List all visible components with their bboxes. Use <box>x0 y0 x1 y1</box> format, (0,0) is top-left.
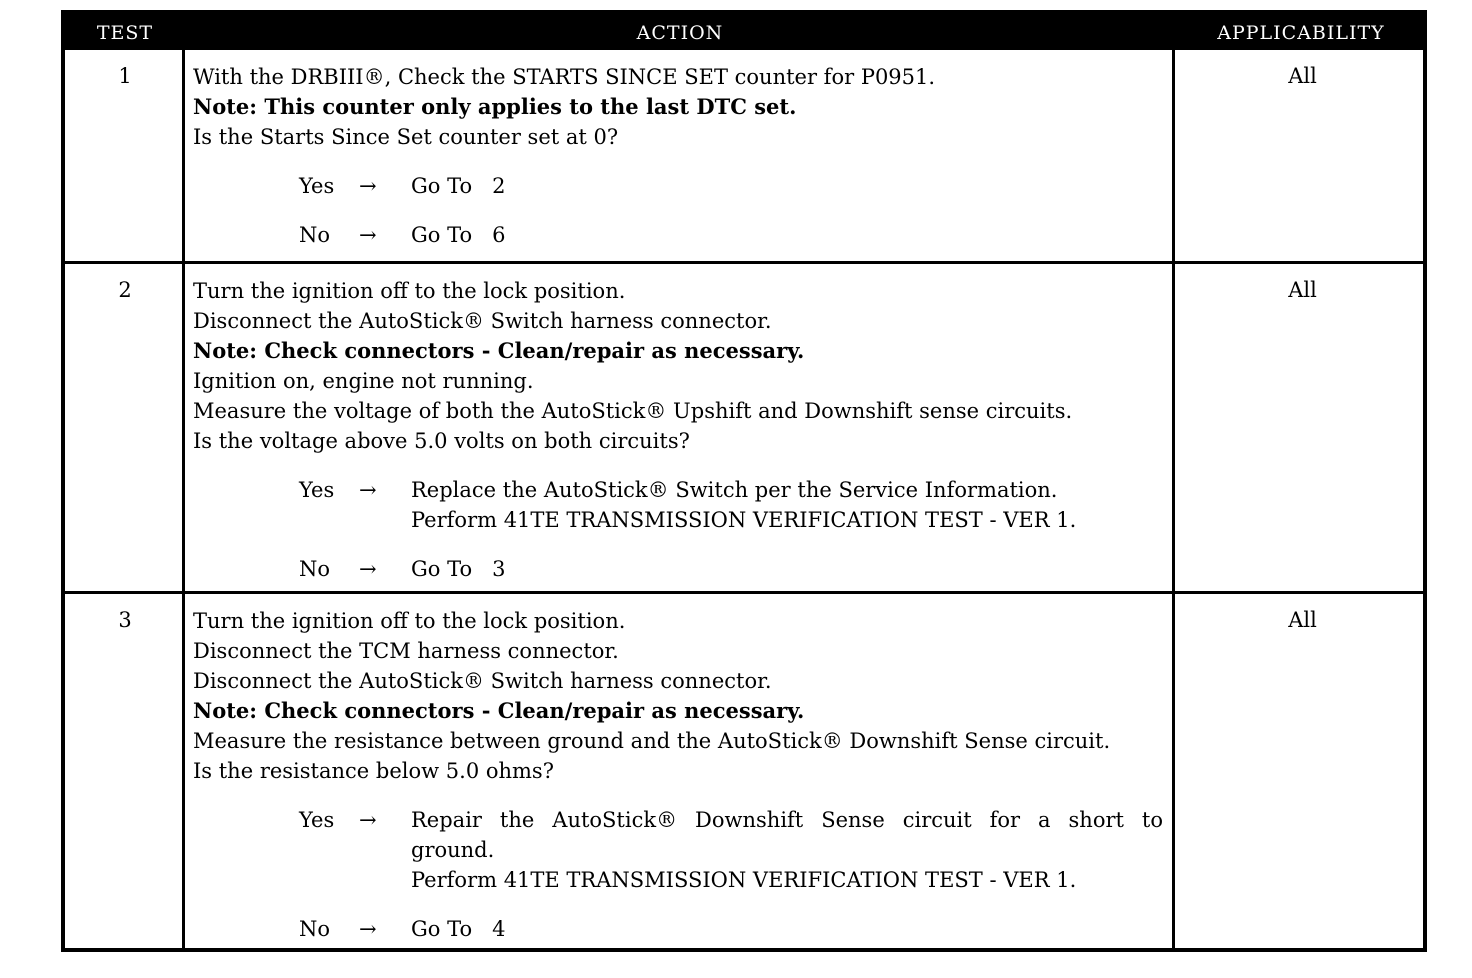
no-label: No <box>299 557 331 581</box>
arrow-icon: → <box>359 808 377 832</box>
yes-label: Yes <box>299 174 335 198</box>
header-test: TEST <box>96 22 154 44</box>
action-line: With the DRBIII®, Check the STARTS SINCE SET counter for P0951. <box>193 65 936 89</box>
action-question: Is the Starts Since Set counter set at 0? <box>193 125 619 149</box>
action-note: Note: Check connectors - Clean/repair as necessary. <box>193 338 805 363</box>
action-line: Disconnect the AutoStick® Switch harness connector. <box>193 669 772 693</box>
test-number: 3 <box>118 608 132 632</box>
result-line: Perform 41TE TRANSMISSION VERIFICATION TEST - VER 1. <box>411 868 1077 892</box>
no-branch <box>193 220 1171 250</box>
action-question: Is the voltage above 5.0 volts on both circuits? <box>193 429 690 453</box>
result-line: Go To 6 <box>411 223 506 247</box>
yes-branch <box>193 475 1171 535</box>
action-line: Measure the resistance between ground and the AutoStick® Downshift Sense circuit. <box>193 729 1111 753</box>
action-cell <box>193 276 1171 584</box>
table-row-test-1 <box>65 50 1423 261</box>
result-line: Perform 41TE TRANSMISSION VERIFICATION TEST - VER 1. <box>411 508 1077 532</box>
header-action: ACTION <box>636 22 724 44</box>
test-number: 1 <box>118 64 132 88</box>
action-line: Disconnect the AutoStick® Switch harness connector. <box>193 309 772 333</box>
yes-result <box>411 171 1163 201</box>
applicability-value: All <box>1288 278 1317 302</box>
arrow-icon: → <box>359 174 377 198</box>
test-number: 2 <box>118 278 132 302</box>
no-label: No <box>299 917 331 941</box>
table-header <box>65 14 1423 50</box>
action-line: Turn the ignition off to the lock position. <box>193 609 626 633</box>
arrow-icon: → <box>359 917 377 941</box>
action-question: Is the resistance below 5.0 ohms? <box>193 759 554 783</box>
diagnostic-table <box>61 10 1427 952</box>
arrow-icon: → <box>359 557 377 581</box>
action-line: Measure the voltage of both the AutoStick® Upshift and Downshift sense circuits. <box>193 399 1073 423</box>
no-label: No <box>299 223 331 247</box>
action-line: Turn the ignition off to the lock position. <box>193 279 626 303</box>
arrow-icon: → <box>359 223 377 247</box>
yes-result <box>411 475 1163 535</box>
action-line: Disconnect the TCM harness connector. <box>193 639 619 663</box>
no-result <box>411 554 1163 584</box>
header-applicability: APPLICABILITY <box>1217 22 1385 44</box>
result-line: Go To 3 <box>411 557 506 581</box>
yes-branch <box>193 805 1171 895</box>
table-row-test-3 <box>65 594 1423 952</box>
yes-label: Yes <box>299 478 335 502</box>
arrow-icon: → <box>359 478 377 502</box>
applicability-value: All <box>1288 608 1317 632</box>
no-result <box>411 914 1163 944</box>
action-note: Note: This counter only applies to the last DTC set. <box>193 94 797 119</box>
result-line: Go To 2 <box>411 174 506 198</box>
result-line: Go To 4 <box>411 917 506 941</box>
applicability-value: All <box>1288 64 1317 88</box>
action-cell <box>193 62 1171 250</box>
table-row-test-2 <box>65 264 1423 591</box>
result-line: ground. <box>411 838 495 862</box>
action-cell <box>193 606 1171 944</box>
yes-result <box>411 805 1163 895</box>
yes-branch <box>193 171 1171 201</box>
action-line: Ignition on, engine not running. <box>193 369 534 393</box>
yes-label: Yes <box>299 808 335 832</box>
action-note: Note: Check connectors - Clean/repair as necessary. <box>193 698 805 723</box>
no-result <box>411 220 1163 250</box>
result-line: Replace the AutoStick® Switch per the Service Information. <box>411 478 1058 502</box>
result-line: Repair the AutoStick® Downshift Sense circuit for a short to <box>411 808 1163 832</box>
no-branch <box>193 554 1171 584</box>
no-branch <box>193 914 1171 944</box>
